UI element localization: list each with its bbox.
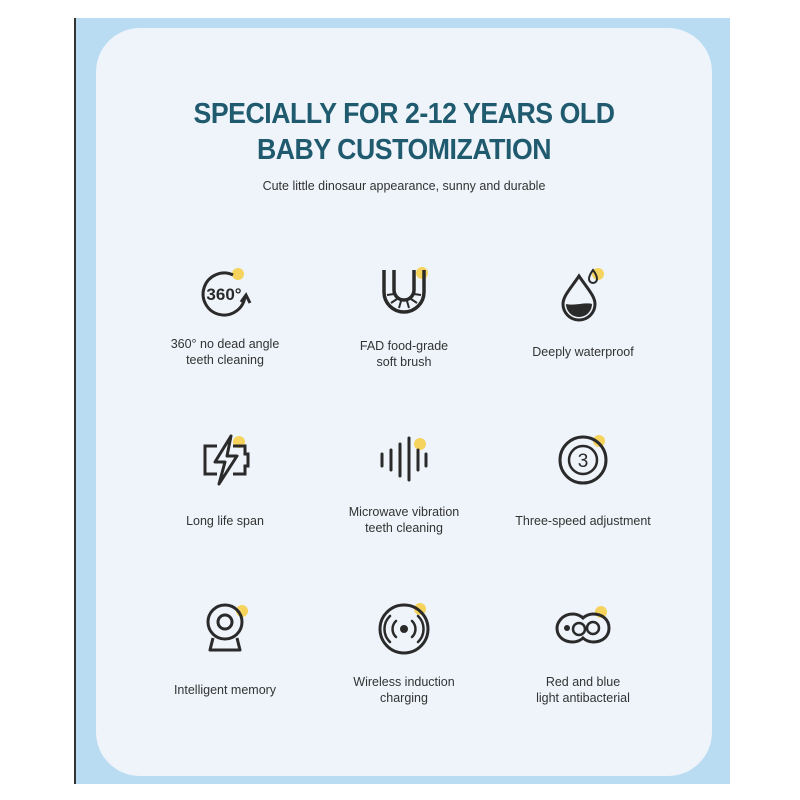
feature-wireless-charging xyxy=(329,598,479,705)
feature-antibacterial xyxy=(508,598,658,705)
u-shaped-brush-icon xyxy=(374,262,434,322)
feature-memory xyxy=(150,598,300,697)
feature-label: Microwave vibration teeth cleaning xyxy=(348,505,460,535)
feature-label: Wireless induction charging xyxy=(353,675,455,705)
feature-label: Red and blue light antibacterial xyxy=(536,675,630,705)
svg-text:360°: 360° xyxy=(206,285,242,304)
speed-three-icon xyxy=(553,430,613,490)
feature-label: Long life span xyxy=(186,514,264,528)
svg-text:3: 3 xyxy=(577,451,589,472)
feature-label: 360° no dead angle teeth cleaning xyxy=(170,337,280,367)
battery-lightning-icon xyxy=(195,430,255,490)
headline-line-1: SPECIALLY FOR 2-12 YEARS OLD xyxy=(193,98,615,130)
subtitle: Cute little dinosaur appearance, sunny and durable xyxy=(262,179,546,193)
feature-vibration xyxy=(329,430,479,535)
memory-camera-icon xyxy=(195,598,255,658)
wireless-charging-icon xyxy=(374,598,434,658)
feature-label: Deeply waterproof xyxy=(532,345,634,359)
feature-label: Three-speed adjustment xyxy=(515,514,651,528)
360-rotation-icon xyxy=(195,262,255,322)
feature-label: Intelligent memory xyxy=(173,683,277,697)
feature-label: FAD food-grade soft brush xyxy=(359,339,449,369)
feature-long-life xyxy=(150,430,300,528)
feature-360-cleaning xyxy=(150,262,300,367)
headline-line-2: BABY CUSTOMIZATION xyxy=(256,134,552,166)
feature-soft-brush xyxy=(329,262,479,369)
feature-three-speed xyxy=(508,430,658,528)
water-drop-icon xyxy=(553,262,613,322)
light-antibacterial-icon xyxy=(553,598,613,658)
feature-waterproof xyxy=(508,262,658,359)
sound-wave-icon xyxy=(374,430,434,490)
